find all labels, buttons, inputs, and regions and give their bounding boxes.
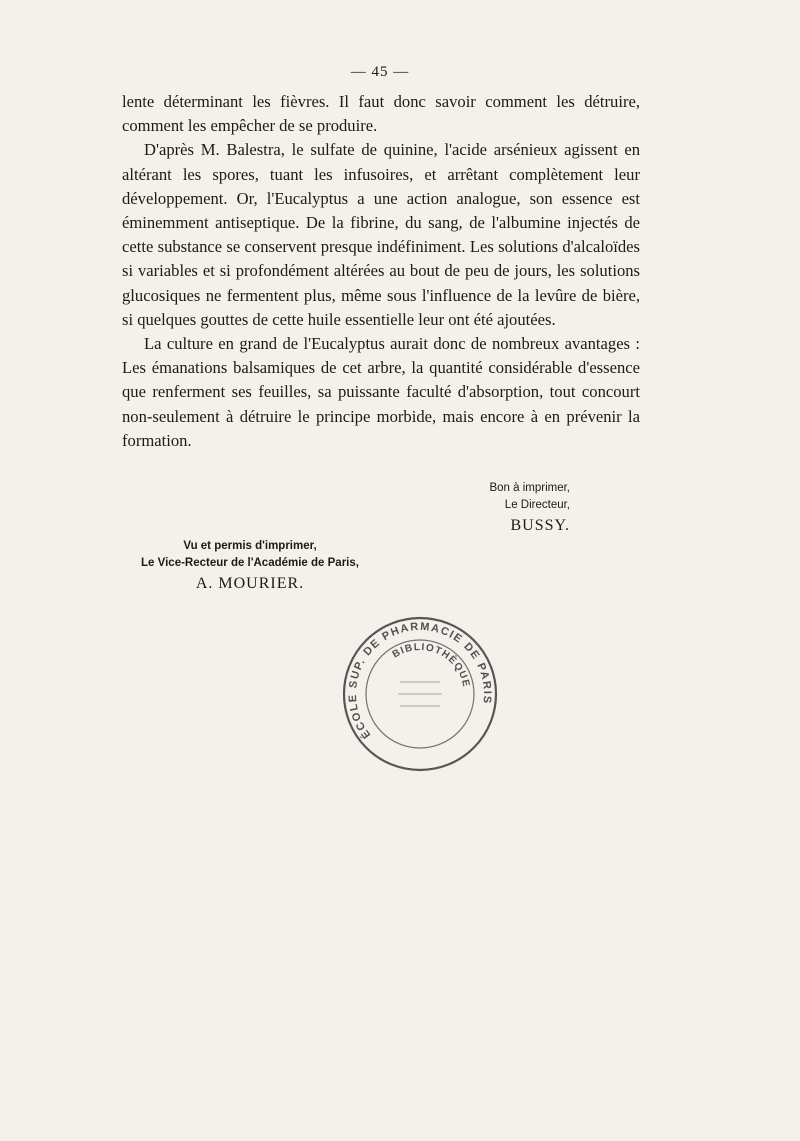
imprimatur-block [440, 480, 570, 538]
paragraph-1: lente déterminant les fièvres. Il faut donc savoir comment les détruire, comment les empêcher de se produire. [122, 92, 640, 136]
imprimatur-signature: BUSSY. [510, 517, 570, 534]
imprimatur-line-2: Le Directeur, [504, 499, 570, 511]
imprimatur-line-1: Bon à imprimer, [489, 482, 570, 494]
paragraph-2: D'après M. Balestra, le sulfate de quinine, l'acide arsénieux agissent en altérant les spores, tuant les infusoires, et arrêtant complètement leur développement. Or, l'Eucalyptus a une action analogue, son essence est éminemment antiseptique. De la fibrine, du sang, de l'albumine injectés de cette substance se conservent presque indéfiniment. Les solutions d'alcaloïdes si variables et si profondément altérées au bout de peu de jours, les solutions glucosiques ne fermentent plus, même sous l'influence de la levûre de bière, si quelques gouttes de cette huile essentielle leur ont été ajoutées. [122, 140, 640, 329]
stamp-outer-text: ÉCOLE SUP. DE PHARMACIE DE PARIS [346, 620, 494, 741]
permis-block [130, 538, 370, 596]
permis-line-2: Le Vice-Recteur de l'Académie de Paris, [141, 557, 359, 569]
body-text [122, 90, 640, 453]
stamp-inner-text: BIBLIOTHÈQUE [390, 641, 472, 689]
permis-signature: A. MOURIER. [195, 575, 305, 592]
page-number: — 45 — [350, 64, 410, 80]
permis-line-1: Vu et permis d'imprimer, [183, 540, 317, 552]
paragraph-3: La culture en grand de l'Eucalyptus aurait donc de nombreux avantages : Les émanations balsamiques de cet arbre, la quantité considérable d'essence que renferment ses feuilles, sa puissante faculté d'absorption, tout concourt non-seulement à détruire le principe morbide, mais encore à en prévenir la formation. [122, 334, 640, 450]
library-stamp-icon [338, 612, 502, 776]
